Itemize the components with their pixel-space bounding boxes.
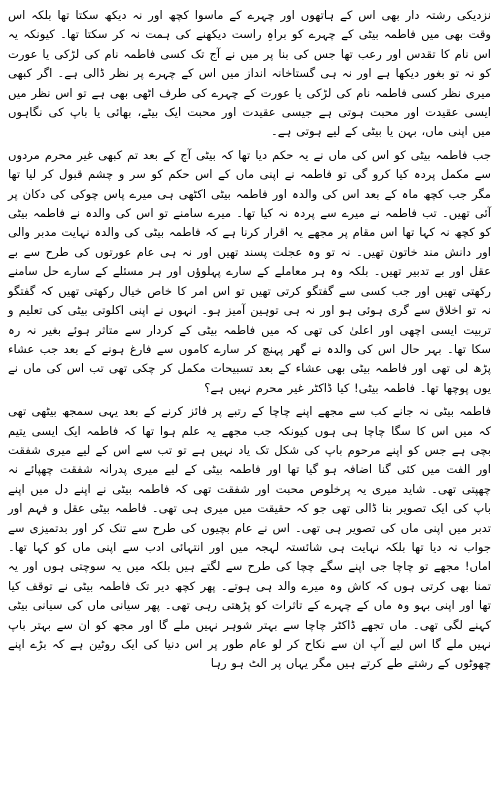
- paragraph-2: جب فاطمہ بیٹی کو اس کی ماں نے یہ حکم دیا تھا کہ بیٹی آج کے بعد تم کبھی غیر محرم مردوں سے مکمل پردہ کیا کرو گی تو فاطمہ نے اپنی ماں کے اس حکم کو سر و چشم قبول کر لیا تھا مگر جب کچھ ماہ کے بعد اس کی والدہ اور فاطمہ بیٹی اکٹھی ہی میرے پاس چوکی کی دکان پر آئی تھیں۔ تب فاطمہ نے میرے سے پردہ نہ کیا تھا۔ میرے سامنے تو اس کی والدہ نے فاطمہ بیٹی کو کچھ نہ کہا تھا اس مقام پر مجھے یہ اقرار کرنا ہے کہ فاطمہ بیٹی کی والدہ نہایت مدبر والی اور دانش مند خاتون تھیں۔ نہ تو وہ عجلت پسند تھیں اور نہ ہی عام عورتوں کی طرح سے بے عقل اور بے تدبیر تھیں۔ بلکہ وہ ہر معاملے کے سارے پہلوؤں اور ہر مسئلے کے سارے حل سامنے رکھتی تھیں اور جب کسی سے گفتگو کرتی تھیں تو اس امر کا خاص خیال رکھتی تھیں کہ گفتگو نہ تو اخلاق سے گری ہوئی ہو اور نہ ہی توہین آمیز ہو۔ انہوں نے اپنی اکلوتی بیٹی کی تعلیم و تربیت ایسی اچھی اور اعلیٰ کی تھی کہ میں فاطمہ بیٹی کے کردار سے متاثر ہوئے بغیر نہ رہ سکا تھا۔ بہر حال اس کی والدہ نے گھر پہنچ کر سارے کاموں سے فارغ ہونے کے بعد جب عشاء پڑھ لی تھی اور فاطمہ بیٹی بھی عشاء کے بعد تسبیحات مکمل کر چکی تھی تب اس کی ماں نے یوں پوچھا تھا۔ فاطمہ بیٹی! کیا ڈاکٹر غیر محرم نہیں ہے؟: [8, 147, 491, 395]
- paragraph-1: نزدیکی رشتہ دار بھی اس کے ہاتھوں اور چہرے کے ماسوا کچھ اور نہ دیکھ سکتا تھا بلکہ اس وقت بھی میں فاطمہ بیٹی کے چہرے کو براہِ راست دیکھنے کی ہمت نہ کر سکتا تھا۔ کیونکہ یہ اس نام کا تقدس اور رعب تھا جس کی بنا پر میں نے آج تک کسی فاطمہ نام کی لڑکی یا عورت کو نہ تو بغور دیکھا ہے اور نہ ہی گستاخانہ انداز میں اس کے چہرے پر نظر ڈالی ہے۔ اگر کبھی میری نظر کسی فاطمہ نام کی لڑکی یا عورت کے چہرے کی طرف اٹھی بھی ہے تو اس نظر میں ایسی عقیدت اور محبت ہوتی ہے جیسی عقیدت اور محبت ایک بیٹے، بھائی یا باپ کی نگاہوں میں اپنی ماں، بہن یا بیٹی کے لیے ہوتی ہے۔: [8, 8, 491, 139]
- paragraph-3: فاطمہ بیٹی نہ جانے کب سے مجھے اپنے چاچا کے رتبے پر فائز کرنے کے بعد یہی سمجھ بیٹھی تھی کہ میں اس کا سگا چاچا ہی ہوں کیونکہ جب مجھے یہ علم ہوا تھا کہ فاطمہ ایک ایسی یتیم بچی ہے جس کو اپنے مرحوم باپ کی شکل تک یاد نہیں ہے تو تب سے اس کے لیے میری شفقت اور الفت میں کئی گنا اضافہ ہو گیا تھا اور فاطمہ بیٹی کے لیے میری پدرانہ شفقت چھپائے نہ چھپتی تھی۔ شاید میری یہ پرخلوص محبت اور شفقت تھی کہ فاطمہ بیٹی نے اپنے دل میں اپنے باپ کی ایک تصویر بنا ڈالی تھی جو کہ حقیقت میں میری ہی تھی۔ فاطمہ بیٹی عقل و فہم اور تدبر میں اپنی ماں کی تصویر ہی تھی۔ اس نے عام بچیوں کی طرح سے تنک کر اور بدتمیزی سے جواب نہ دیا تھا بلکہ نہایت ہی شائستہ لہجہ میں اور انتہائی ادب سے اپنی ماں کو کہا تھا۔ اماں! مجھے تو چاچا جی اپنے سگے چچا کی طرح سے لگتے ہیں بلکہ میں یہ سوچتی ہوں اور یہ تمنا بھی کرتی ہوں کہ کاش وہ میرے والد ہی ہوتے۔ پھر کچھ دیر تک فاطمہ بیٹی نے توقف کیا تھا اور اپنی بہو وہ ماں کے چہرے کے تاثرات کو پڑھتی رہی تھی۔ پھر سیانی ماں کی سیانی بیٹی کہنے لگی تھی۔ ماں تجھے ڈاکٹر چاچا سے بہتر شوہر نہیں ملے گا اور مجھ کو ان سے بہتر باپ نہیں ملے گا اس لیے آپ ان سے نکاح کر لو عام طور پر اس دنیا کی ایک روٹین ہے کہ بڑے اپنے چھوٹوں کے رشتے طے کرتے ہیں مگر یہاں پر الٹ ہو رہا: [8, 404, 491, 671]
